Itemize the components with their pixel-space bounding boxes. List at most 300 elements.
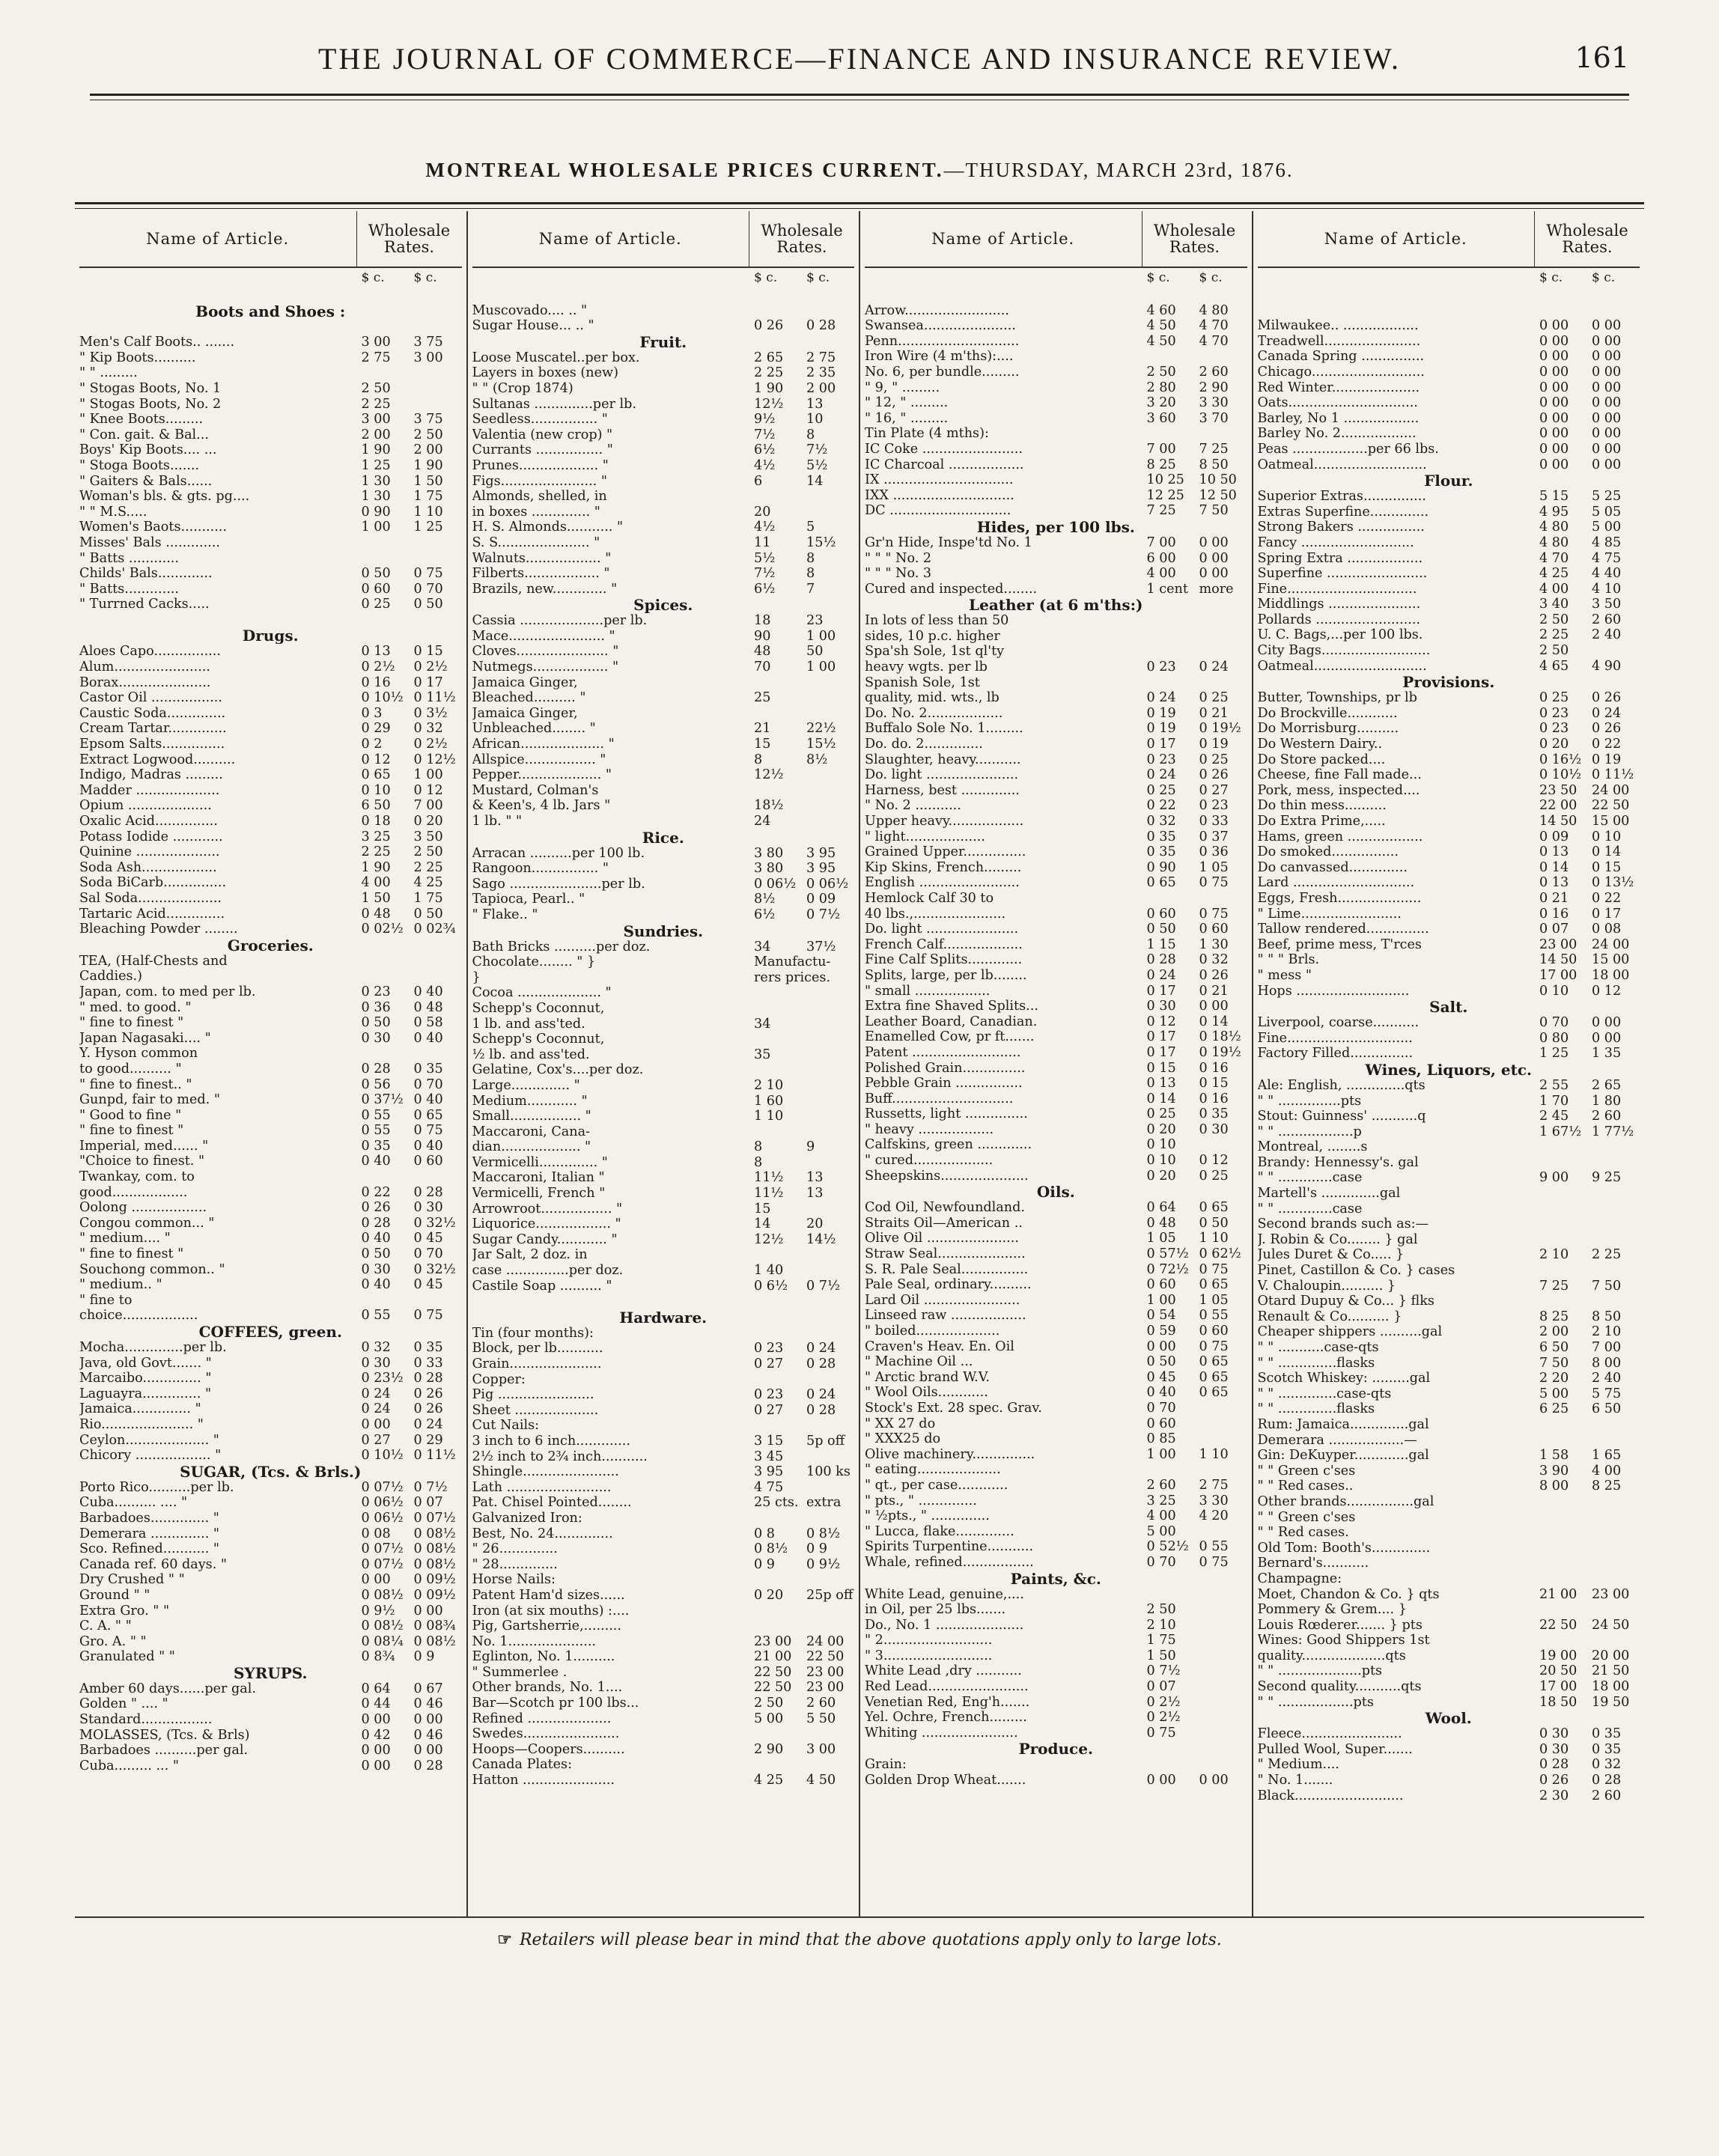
article-name: Seedless................ " — [472, 412, 608, 427]
rate-low: 0 10 — [1539, 983, 1569, 999]
price-row — [865, 1462, 1247, 1478]
article-name: Slaughter, heavy........... — [865, 752, 1021, 767]
rate-low: 0 25 — [1146, 1106, 1176, 1122]
price-row — [865, 457, 1247, 473]
price-row — [79, 582, 462, 597]
article-name: Golden " .... " — [79, 1696, 168, 1712]
article-name: Caustic Soda.............. — [79, 705, 226, 721]
article-name: Sugar Candy............ " — [472, 1231, 618, 1247]
article-name: sides, 10 p.c. higher — [865, 628, 1000, 644]
rate-low: 0 35 — [361, 1138, 391, 1154]
article-name: Twankay, com. to — [79, 1169, 195, 1185]
price-row — [865, 1385, 1247, 1401]
article-name: Do., No. 1 ..................... — [865, 1617, 1024, 1633]
price-row — [1258, 318, 1640, 334]
article-name: No. 6, per bundle......... — [865, 364, 1020, 380]
price-row — [79, 875, 462, 891]
rate-high: 0 17 — [413, 674, 443, 690]
article-name: Sheet .................... — [472, 1402, 599, 1418]
rate-low: 0 40 — [1146, 1385, 1176, 1401]
price-row — [865, 1014, 1247, 1030]
rate-low: 6 50 — [361, 798, 391, 814]
article-name: Tin (four months): — [472, 1325, 594, 1341]
article-name: Horse Nails: — [472, 1572, 556, 1588]
price-row — [472, 877, 855, 892]
rate-high: 0 67 — [413, 1681, 443, 1696]
rate-low: 2 50 — [1146, 364, 1176, 380]
rate-low: 35 — [754, 1047, 771, 1062]
rate-low: 0 59 — [1146, 1324, 1176, 1339]
price-row — [1258, 287, 1640, 303]
price-row — [1258, 1309, 1640, 1325]
article-name: Straits Oil—American .. — [865, 1215, 1023, 1231]
price-row — [472, 1680, 855, 1696]
rate-low: 8½ — [754, 892, 776, 907]
price-row — [865, 287, 1247, 303]
rate-low: 0 25 — [1146, 782, 1176, 798]
rate-high: 25p off — [806, 1587, 854, 1603]
rate-high: 0 26 — [1199, 967, 1229, 983]
price-row — [1258, 1340, 1640, 1356]
article-name: Hams, green .................. — [1257, 829, 1423, 844]
article-name: Ale: English, ..............qts — [1257, 1077, 1426, 1093]
article-name: Wines: Good Shippers 1st — [1257, 1633, 1430, 1648]
rate-high: 15 00 — [1592, 814, 1630, 829]
rate-low: 0 23 — [1146, 752, 1176, 767]
price-row — [1258, 551, 1640, 567]
price-row — [472, 613, 855, 629]
rate-high: 0 00 — [1199, 566, 1229, 582]
article-name: " Good to fine " — [79, 1107, 182, 1123]
rate-high: 0 21 — [1199, 705, 1229, 721]
price-row — [79, 320, 462, 335]
rate-low: 0 40 — [361, 1231, 391, 1246]
section-heading — [472, 334, 855, 350]
rate-low: 2 50 — [1146, 1602, 1176, 1618]
rate-low: 0 10½ — [361, 690, 404, 706]
rate-low: 8 25 — [1539, 1309, 1569, 1324]
price-row — [865, 503, 1247, 519]
section-title: Produce. — [1018, 1741, 1093, 1758]
price-row — [79, 706, 462, 722]
price-row — [865, 737, 1247, 752]
article-name: Fleece........................ — [1257, 1726, 1402, 1742]
rate-low: 0 50 — [361, 1246, 391, 1262]
article-name: Liverpool, coarse........... — [1257, 1015, 1420, 1031]
rate-high: 0 12½ — [413, 752, 456, 767]
rate-low: 4½ — [754, 520, 776, 535]
rate-low: 17 00 — [1539, 967, 1577, 983]
price-row — [1258, 303, 1640, 319]
article-name: Whale, refined................. — [865, 1554, 1034, 1570]
article-name: Do Extra Prime,..... — [1257, 814, 1386, 829]
article-name: Ceylon.................... " — [79, 1432, 219, 1448]
price-row — [472, 287, 855, 303]
rate-low: 5 00 — [1539, 1386, 1569, 1401]
rate-high: 0 00 — [413, 1743, 443, 1758]
wholesale-rates-header: Wholesale Rates. — [356, 211, 462, 267]
article-name: White Lead, genuine,.... — [865, 1586, 1024, 1602]
article-name: Gin: DeKuyper.............gal — [1257, 1448, 1429, 1464]
price-row — [865, 426, 1247, 442]
rate-high: 0 62½ — [1199, 1246, 1241, 1262]
price-row — [865, 1695, 1247, 1711]
price-row — [79, 1000, 462, 1016]
price-row — [79, 1262, 462, 1278]
rate-high: 0 55 — [1199, 1308, 1229, 1324]
article-name: " cured................... — [865, 1153, 994, 1169]
rate-low: 1 00 — [1146, 1446, 1176, 1462]
rate-low: 0 25 — [361, 597, 391, 612]
price-list-heading: MONTREAL WHOLESALE PRICES CURRENT. — [425, 159, 944, 181]
price-row — [865, 891, 1247, 907]
currency-units-row — [472, 268, 855, 287]
price-row — [1258, 1602, 1640, 1618]
price-row — [865, 613, 1247, 629]
price-row — [472, 381, 855, 397]
price-row — [865, 1308, 1247, 1324]
price-row — [472, 954, 855, 970]
name-of-article-header: Name of Article. — [538, 230, 682, 248]
article-name: " Batts ............ — [79, 550, 179, 566]
price-row — [1258, 891, 1640, 907]
rate-high: 0 46 — [413, 1696, 443, 1712]
rate-high: 7 25 — [1199, 441, 1229, 457]
article-name: S. R. Pale Seal................ — [865, 1261, 1029, 1277]
article-name: Pinet, Castillon & Co. } cases — [1257, 1263, 1455, 1279]
rate-low: 0 28 — [361, 1215, 391, 1231]
article-name: S. S...................... " — [472, 535, 600, 550]
rate-high: 0 75 — [1199, 1339, 1229, 1354]
price-row — [472, 783, 855, 799]
column-header — [865, 211, 1247, 268]
section-heading — [472, 597, 855, 613]
article-name: Champagne: — [1257, 1571, 1342, 1586]
rate-high: 0 18½ — [1199, 1029, 1241, 1045]
article-name: " " (Crop 1874) — [472, 380, 573, 396]
rate-low: 0 60 — [1146, 1277, 1176, 1293]
rate-low: 2 55 — [1539, 1077, 1569, 1093]
name-of-article-header: Name of Article. — [146, 230, 290, 248]
article-name: Do Store packed.... — [1257, 752, 1386, 767]
rate-low: 0 10½ — [1539, 767, 1582, 783]
price-column — [75, 211, 468, 1918]
article-name: Superfine ........................ — [1257, 566, 1428, 582]
article-name: Men's Calf Boots.. ....... — [79, 335, 235, 350]
article-name: " XXX25 do — [865, 1431, 941, 1447]
rate-high: 2 60 — [1199, 364, 1229, 380]
price-row — [79, 535, 462, 551]
article-name: " " Green c'ses — [1257, 1463, 1356, 1479]
price-row — [1258, 426, 1640, 442]
rate-high: 0 3½ — [413, 705, 448, 721]
price-row — [79, 1618, 462, 1634]
article-name: heavy wgts. per lb — [865, 660, 988, 675]
rate-low: 23 50 — [1539, 782, 1577, 798]
rate-high: 5p off — [806, 1433, 845, 1449]
rate-low: 12½ — [754, 1231, 784, 1247]
rate-low: 0 23 — [754, 1387, 784, 1403]
article-name: Mocha..............per lb. — [79, 1340, 227, 1355]
rate-high: 0 32 — [1592, 1757, 1622, 1773]
article-name: Japan, com. to med per lb. — [79, 984, 256, 999]
article-name: Hemlock Calf 30 to — [865, 890, 994, 906]
rate-low: 34 — [754, 939, 771, 954]
price-row — [472, 892, 855, 907]
rate-high: 4 00 — [1592, 1463, 1622, 1479]
price-row — [1258, 1479, 1640, 1494]
article-name: in boxes .............. " — [472, 504, 600, 520]
running-header — [90, 41, 1629, 109]
article-name: Do thin mess.......... — [1257, 798, 1387, 814]
article-name: Maccaroni, Cana- — [472, 1124, 591, 1139]
price-row — [865, 706, 1247, 722]
rate-low: 8 25 — [1146, 457, 1176, 472]
rate-high: 4 80 — [1199, 302, 1229, 318]
article-name: case ...............per doz. — [472, 1263, 624, 1279]
rate-high: 8 — [806, 550, 815, 566]
rate-high: 0 50 — [413, 906, 443, 922]
section-title: Rice. — [642, 829, 684, 846]
article-name: " Batts............. — [79, 581, 179, 597]
rate-low: 0 13 — [1539, 844, 1569, 860]
rate-high: 10 50 — [1199, 472, 1237, 488]
article-name: Spring Extra .................. — [1257, 550, 1423, 566]
rate-low: rers prices. — [754, 969, 831, 985]
rate-low: 0 23½ — [361, 1371, 404, 1386]
rate-low: 4 80 — [1539, 535, 1569, 550]
article-name: Jamaica Ginger, — [472, 674, 578, 690]
price-row — [79, 644, 462, 660]
article-name: Iron (at six mouths) :.... — [472, 1603, 630, 1618]
price-row — [472, 412, 855, 427]
article-name: Ground " " — [79, 1587, 150, 1603]
rate-high: 1 30 — [1199, 937, 1229, 952]
rate-high: 8 00 — [1592, 1355, 1622, 1371]
rate-low: 0 20 — [1146, 1168, 1176, 1184]
rate-high: 0 28 — [806, 1356, 836, 1371]
price-row — [865, 907, 1247, 922]
article-name: Beef, prime mess, T'rces — [1257, 937, 1422, 952]
rate-low: 0 28 — [1146, 952, 1176, 968]
rate-low: 0 00 — [1539, 410, 1569, 426]
article-name: Muscovado.... .. " — [472, 302, 588, 318]
rate-high: 0 12 — [1199, 1153, 1229, 1169]
rate-low: 2 25 — [1539, 627, 1569, 643]
rate-low: 0 55 — [361, 1123, 391, 1139]
rate-low: 6 00 — [1146, 550, 1176, 566]
rate-high: 0 75 — [413, 1123, 443, 1139]
article-name: Pork, mess, inspected.... — [1257, 782, 1420, 798]
rate-low: 0 14 — [1539, 859, 1569, 875]
article-name: Best, No. 24.............. — [472, 1526, 613, 1541]
rate-low: 0 10 — [1146, 1153, 1176, 1169]
rate-low: 0 70 — [1539, 1015, 1569, 1031]
rate-high: 1 80 — [1592, 1093, 1622, 1109]
price-row — [1258, 442, 1640, 457]
price-row — [79, 690, 462, 706]
price-row — [472, 1711, 855, 1727]
price-row — [79, 1604, 462, 1619]
rate-high: 0 12 — [1592, 983, 1622, 999]
article-name: Soda Ash.................. — [79, 859, 217, 875]
price-row — [865, 472, 1247, 488]
price-row — [1258, 1757, 1640, 1773]
article-name: Quinine .................... — [79, 844, 220, 860]
rate-low: 0 02½ — [361, 922, 404, 937]
rate-low: 0 00 — [1539, 333, 1569, 349]
rate-low: 7 25 — [1146, 503, 1176, 519]
article-name: " fine to finest " — [79, 1246, 184, 1262]
rate-low: 2 20 — [1539, 1371, 1569, 1386]
rate-high: 0 32½ — [413, 1215, 456, 1231]
rate-low: 0 09 — [1539, 829, 1569, 844]
price-row — [1258, 1031, 1640, 1047]
price-row — [472, 551, 855, 567]
article-name: Rum: Jamaica..............gal — [1257, 1416, 1429, 1432]
rate-low: 0 08½ — [361, 1618, 404, 1634]
article-name: Cheese, fine Fall made... — [1257, 767, 1422, 783]
article-name: V. Chaloupin.......... } — [1257, 1278, 1396, 1294]
article-name: White Lead ,dry ........... — [865, 1663, 1022, 1679]
article-name: Second quality...........qts — [1257, 1679, 1422, 1695]
price-list-title — [0, 159, 1719, 182]
price-row — [1258, 1263, 1640, 1279]
rate-high: 15½ — [806, 737, 836, 752]
rate-low: 0 00 — [361, 1758, 391, 1773]
article-name: Bar—Scotch pr 100 lbs... — [472, 1696, 639, 1711]
rate-low: 1 58 — [1539, 1448, 1569, 1464]
article-name: " " ...........case-qts — [1257, 1340, 1379, 1355]
section-heading — [865, 597, 1247, 613]
rate-high: 2 90 — [1199, 380, 1229, 395]
rate-low: 22 00 — [1539, 798, 1577, 814]
article-name: Barley No. 2.................. — [1257, 426, 1417, 442]
price-row — [1258, 1679, 1640, 1695]
price-row — [865, 1587, 1247, 1603]
article-name: English ........................ — [865, 875, 1020, 891]
section-title: Provisions. — [1402, 674, 1495, 691]
price-row — [79, 1433, 462, 1449]
article-name: " Knee Boots......... — [79, 412, 204, 427]
price-row — [79, 1046, 462, 1062]
article-name: Black.......................... — [1257, 1788, 1404, 1803]
rate-high: 12 50 — [1199, 487, 1237, 503]
price-row — [79, 1448, 462, 1464]
rate-low: 0 70 — [1146, 1554, 1176, 1570]
rate-high: 0 8½ — [806, 1526, 841, 1541]
article-name: IX ............................... — [865, 472, 1014, 488]
rate-low: 4 95 — [1539, 504, 1569, 520]
rate-low: 1 25 — [361, 457, 391, 473]
price-row — [1258, 1556, 1640, 1571]
rate-high: 2 10 — [1592, 1324, 1622, 1340]
price-row — [1258, 535, 1640, 551]
rate-low: 0 64 — [1146, 1200, 1176, 1216]
rate-high: 0 45 — [413, 1231, 443, 1246]
rate-low: 21 00 — [754, 1649, 792, 1665]
rate-high: 2 60 — [1592, 1109, 1622, 1124]
price-row — [865, 1324, 1247, 1339]
rate-high: 2 50 — [413, 427, 443, 442]
rate-low: 15 — [754, 737, 771, 752]
rate-low: 1 90 — [361, 859, 391, 875]
price-row — [1258, 1109, 1640, 1124]
price-row — [1258, 1078, 1640, 1094]
section-heading — [79, 937, 462, 954]
article-name: Olive Oil ...................... — [865, 1231, 1019, 1246]
rate-low: 0 00 — [1146, 1773, 1176, 1788]
rate-low: 0 64 — [361, 1681, 391, 1696]
rate-high: 0 33 — [413, 1355, 443, 1371]
article-name: Montreal, ........s — [1257, 1139, 1368, 1155]
rate-high: 20 — [806, 1216, 824, 1232]
currency-units-row — [865, 268, 1247, 287]
price-row — [865, 1200, 1247, 1216]
section-title: Wines, Liquors, etc. — [1365, 1061, 1532, 1078]
price-row — [79, 829, 462, 845]
article-name: Currants ................ " — [472, 442, 613, 458]
price-row — [79, 566, 462, 582]
price-row — [79, 891, 462, 907]
price-row — [79, 381, 462, 397]
rate-high: 0 00 — [1592, 1030, 1622, 1046]
rate-high: 0 35 — [1592, 1726, 1622, 1742]
price-row — [865, 1602, 1247, 1618]
price-row — [865, 1091, 1247, 1107]
article-name: Cuba......... ... " — [79, 1758, 179, 1773]
article-name: 2½ inch to 2¾ inch........... — [472, 1449, 648, 1464]
article-name: Buff............................. — [865, 1091, 1014, 1106]
rate-low: 2 50 — [361, 380, 391, 396]
rate-high: 0 29 — [413, 1432, 443, 1448]
article-name: Vermicelli, French " — [472, 1186, 606, 1202]
rate-high: 37½ — [806, 939, 836, 954]
article-name: Almonds, shelled, in — [472, 489, 607, 505]
price-row — [1258, 1371, 1640, 1386]
article-name: " Con. gait. & Bal... — [79, 427, 209, 442]
article-name: Lath ......................... — [472, 1479, 612, 1495]
article-name: Sugar House... .. " — [472, 318, 594, 334]
article-name: " " .............case — [1257, 1201, 1363, 1216]
price-row — [79, 1356, 462, 1371]
rate-low: 0 60 — [1146, 906, 1176, 922]
rate-high: 0 00 — [1592, 1015, 1622, 1031]
rate-high: 0 65 — [1199, 1354, 1229, 1370]
price-row — [472, 861, 855, 877]
price-row — [865, 1076, 1247, 1091]
wholesale-rates-header: Wholesale Rates. — [1142, 211, 1247, 267]
rate-low: 0 00 — [1539, 457, 1569, 472]
article-name: Allspice................. " — [472, 752, 606, 767]
rate-high: 2 60 — [1592, 612, 1622, 627]
article-name: " " ...............pts — [1257, 1093, 1362, 1109]
rate-high: 0 25 — [1199, 690, 1229, 706]
article-name: " Medium.... — [1257, 1757, 1339, 1773]
section-title: Hardware. — [619, 1309, 708, 1326]
rate-high: 0 17 — [1592, 906, 1622, 922]
section-title: Spices. — [633, 597, 693, 614]
price-row — [79, 1526, 462, 1542]
rate-low: 7 50 — [1539, 1355, 1569, 1371]
rate-low: 1 50 — [1146, 1648, 1176, 1663]
price-row — [865, 1679, 1247, 1695]
rate-high: 4 70 — [1199, 318, 1229, 334]
price-row — [1258, 1587, 1640, 1603]
rate-low: 0 00 — [1539, 426, 1569, 442]
article-name: Spirits Turpentine........... — [865, 1539, 1034, 1555]
rate-high: 0 30 — [1199, 1121, 1229, 1137]
